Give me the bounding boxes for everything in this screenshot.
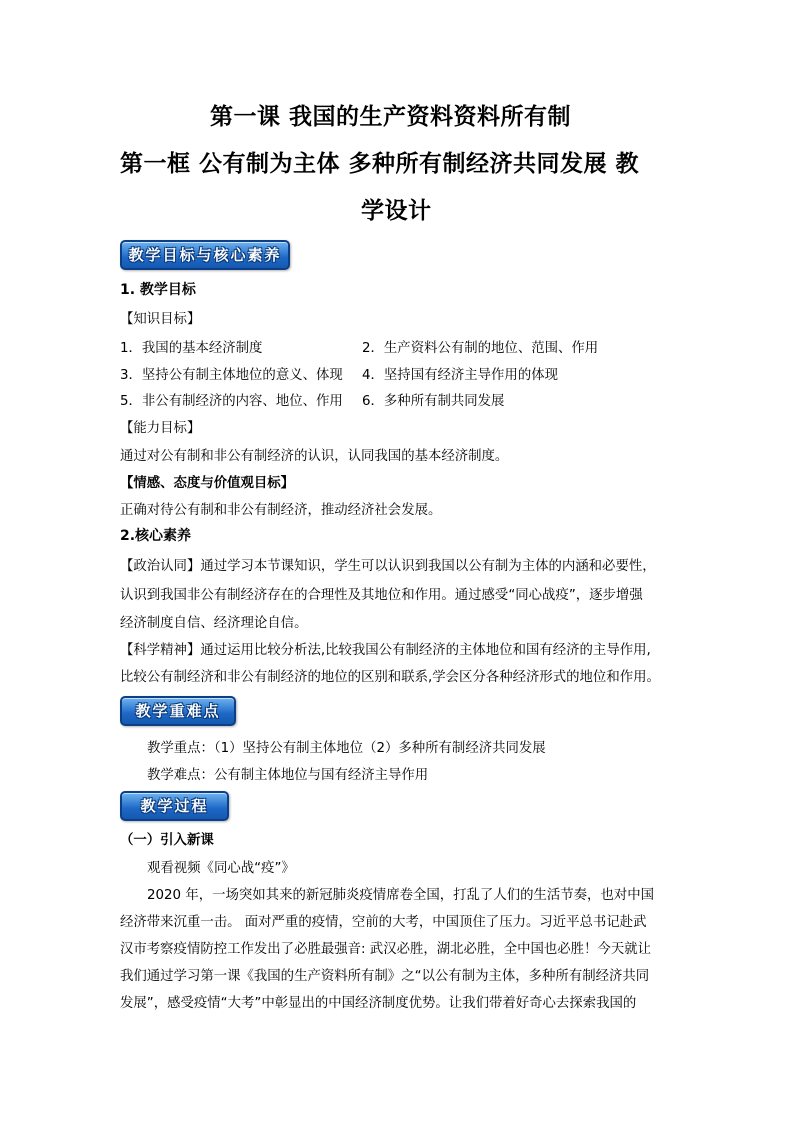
politics-line: 【政治认同】通过学习本节课知识，学生可以认识到我国以公有制为主体的内涵和必要性， xyxy=(120,559,656,574)
paragraph-line: 发展”，感受疫情“大考”中彰显出的中国经济制度优势。让我们带着好奇心去探索我国的 xyxy=(120,996,637,1011)
knowledge-item: 4．坚持国有经济主导作用的体现 xyxy=(362,368,558,383)
doc-title-line1: 第一课 我国的生产资料资料所有制 xyxy=(210,103,572,130)
paragraph-line: 2020 年，一场突如其来的新冠肺炎疫情席卷全国，打乱了人们的生活节奏，也对中国 xyxy=(147,888,655,903)
knowledge-item: 6．多种所有制共同发展 xyxy=(362,394,505,409)
ability-label: 【能力目标】 xyxy=(120,421,201,436)
process-video: 观看视频《同心战“疫”》 xyxy=(147,861,295,876)
knowledge-item: 5．非公有制经济的内容、地位、作用 xyxy=(120,394,343,409)
banner-process: 教学过程 xyxy=(120,791,229,821)
emotion-label: 【情感、态度与价值观目标】 xyxy=(120,476,295,491)
section-heading-goals: 1. 教学目标 xyxy=(120,282,196,298)
process-heading: （一）引入新课 xyxy=(120,833,214,848)
science-line: 【科学精神】通过运用比较分析法,比较我国公有制经济的主体地位和国有经济的主导作用, xyxy=(120,643,651,658)
banner-goals: 教学目标与核心素养 xyxy=(120,240,290,270)
doc-title-line2: 第一框 公有制为主体 多种所有制经济共同发展 教 xyxy=(120,150,640,177)
banner-keypoints: 教学重难点 xyxy=(120,696,236,726)
knowledge-label: 【知识目标】 xyxy=(120,312,201,327)
science-line: 比较公有制经济和非公有制经济的地位的区别和联系,学会区分各种经济形式的地位和作用。 xyxy=(120,670,660,685)
paragraph-line: 我们通过学习第一课《我国的生产资料所有制》之“以公有制为主体，多种所有制经济共同 xyxy=(120,969,650,984)
emotion-text: 正确对待公有制和非公有制经济，推动经济社会发展。 xyxy=(120,503,442,518)
keypoint-difficult: 教学难点：公有制主体地位与国有经济主导作用 xyxy=(147,768,429,783)
ability-text: 通过对公有制和非公有制经济的认识，认同我国的基本经济制度。 xyxy=(120,449,509,464)
politics-line: 经济制度自信、经济理论自信。 xyxy=(120,616,308,631)
paragraph-line: 经济带来沉重一击。 面对严重的疫情，空前的大考，中国顶住了压力。习近平总书记赴武 xyxy=(120,915,647,930)
doc-title-line3: 学设计 xyxy=(361,197,432,224)
knowledge-item: 3．坚持公有制主体地位的意义、体现 xyxy=(120,368,343,383)
politics-line: 认识到我国非公有制经济存在的合理性及其地位和作用。通过感受“同心战疫”，逐步增强 xyxy=(120,588,643,603)
section-heading-literacy: 2.核心素养 xyxy=(120,528,192,544)
knowledge-item: 1．我国的基本经济制度 xyxy=(120,341,263,356)
knowledge-item: 2．生产资料公有制的地位、范围、作用 xyxy=(362,341,599,356)
keypoint-important: 教学重点：（1）坚持公有制主体地位（2）多种所有制经济共同发展 xyxy=(147,741,546,756)
paragraph-line: 汉市考察疫情防控工作发出了必胜最强音: 武汉必胜，湖北必胜，全中国也必胜！今天就让 xyxy=(120,942,651,957)
